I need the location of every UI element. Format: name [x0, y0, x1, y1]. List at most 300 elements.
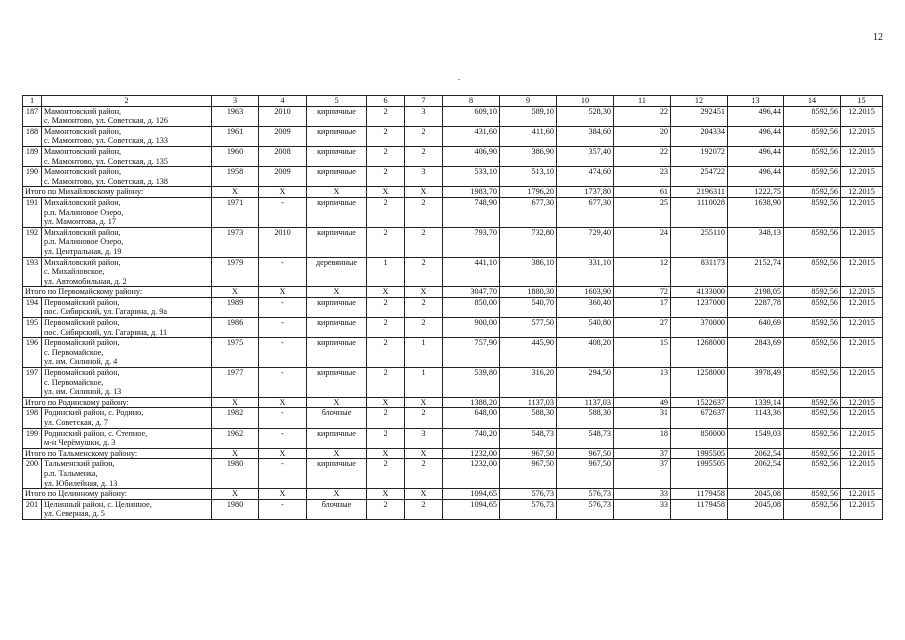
cell-c6: 2 — [367, 408, 405, 428]
cell-c9: 1880,30 — [500, 287, 557, 298]
column-number: 14 — [784, 96, 841, 107]
cell-c3: X — [212, 489, 259, 500]
cell-c12: 254722 — [671, 167, 728, 187]
cell-c3: X — [212, 187, 259, 198]
cell-c14: 8592,56 — [784, 338, 841, 368]
cell-c12: 672637 — [671, 408, 728, 428]
cell-c13: 2843,69 — [728, 338, 784, 368]
cell-c13: 2152,74 — [728, 257, 784, 287]
cell-c11: 15 — [614, 338, 671, 368]
cell-c9: 386,10 — [500, 257, 557, 287]
cell-c15: 12.2015 — [841, 167, 883, 187]
cell-c12: 1110028 — [671, 197, 728, 227]
district-total-row — [23, 187, 883, 198]
cell-c8: 850,00 — [443, 297, 500, 317]
address-cell — [42, 257, 212, 287]
row-number: 193 — [23, 257, 42, 287]
address-line: с. Михайловское, — [44, 267, 105, 277]
cell-c9: 411,60 — [500, 126, 557, 146]
cell-c4: 2009 — [259, 167, 307, 187]
cell-c5: X — [307, 287, 367, 298]
cell-c14: 8592,56 — [784, 297, 841, 317]
cell-c5: блочные — [307, 499, 367, 519]
cell-c10: 408,20 — [557, 338, 614, 368]
cell-c7: 2 — [405, 227, 443, 257]
cell-c8: 539,80 — [443, 368, 500, 398]
cell-c11: 33 — [614, 489, 671, 500]
cell-c12: 1179458 — [671, 499, 728, 519]
cell-c14: 8592,56 — [784, 167, 841, 187]
cell-c9: 967,50 — [500, 448, 557, 459]
cell-c9: 732,80 — [500, 227, 557, 257]
cell-c14: 8592,56 — [784, 368, 841, 398]
table-row — [23, 227, 883, 257]
address-line: р.п. Тальменка, — [44, 468, 98, 478]
cell-c4: 2010 — [259, 106, 307, 126]
district-total-row — [23, 448, 883, 459]
address-cell — [42, 499, 212, 519]
cell-c9: 445,90 — [500, 338, 557, 368]
cell-c5: кирпичные — [307, 368, 367, 398]
cell-c12: 4133000 — [671, 287, 728, 298]
address-line: м-н Черёмушки, д. 3 — [44, 438, 116, 448]
address-line: Мамонтовский район, — [44, 106, 122, 116]
cell-c7: 3 — [405, 428, 443, 448]
cell-c5: кирпичные — [307, 106, 367, 126]
cell-c13: 2198,05 — [728, 287, 784, 298]
cell-c14: 8592,56 — [784, 227, 841, 257]
cell-c9: 577,50 — [500, 318, 557, 338]
cell-c9: 513,10 — [500, 167, 557, 187]
table-row — [23, 106, 883, 126]
cell-c3: X — [212, 287, 259, 298]
cell-c5: деревянные — [307, 257, 367, 287]
column-number: 10 — [557, 96, 614, 107]
cell-c6: X — [367, 187, 405, 198]
district-total-row — [23, 489, 883, 500]
cell-c14: 8592,56 — [784, 489, 841, 500]
address-line: с. Мамонтово, ул. Советская, д. 133 — [44, 136, 168, 146]
cell-c13: 2287,78 — [728, 297, 784, 317]
cell-c11: 20 — [614, 126, 671, 146]
cell-c3: 1979 — [212, 257, 259, 287]
row-number: 192 — [23, 227, 42, 257]
cell-c7: 1 — [405, 368, 443, 398]
cell-c5: X — [307, 187, 367, 198]
cell-c9: 1796,20 — [500, 187, 557, 198]
cell-c5: X — [307, 397, 367, 408]
cell-c13: 496,44 — [728, 167, 784, 187]
column-number: 4 — [259, 96, 307, 107]
row-number: 201 — [23, 499, 42, 519]
row-number: 191 — [23, 197, 42, 227]
cell-c7: 1 — [405, 338, 443, 368]
scan-speck — [458, 79, 460, 80]
cell-c10: 357,40 — [557, 146, 614, 166]
cell-c11: 18 — [614, 428, 671, 448]
table-row — [23, 146, 883, 166]
cell-c9: 316,20 — [500, 368, 557, 398]
district-total-label: Итого по Михайловскому району: — [23, 187, 212, 198]
cell-c9: 967,50 — [500, 459, 557, 489]
cell-c14: 8592,56 — [784, 448, 841, 459]
table-row — [23, 126, 883, 146]
cell-c10: 331,10 — [557, 257, 614, 287]
cell-c9: 548,73 — [500, 428, 557, 448]
cell-c14: 8592,56 — [784, 499, 841, 519]
cell-c15: 12.2015 — [841, 397, 883, 408]
address-cell — [42, 167, 212, 187]
address-line: ул. Мамонтова, д. 17 — [44, 217, 116, 227]
cell-c4: - — [259, 499, 307, 519]
cell-c13: 2062,54 — [728, 459, 784, 489]
cell-c10: 528,30 — [557, 106, 614, 126]
cell-c13: 3978,49 — [728, 368, 784, 398]
cell-c4: - — [259, 318, 307, 338]
address-line: ул. им. Силиной, д. 13 — [44, 387, 122, 397]
cell-c12: 1995505 — [671, 459, 728, 489]
cell-c5: кирпичные — [307, 167, 367, 187]
cell-c14: 8592,56 — [784, 318, 841, 338]
cell-c3: 1960 — [212, 146, 259, 166]
cell-c6: 1 — [367, 257, 405, 287]
cell-c6: 2 — [367, 227, 405, 257]
cell-c8: 431,60 — [443, 126, 500, 146]
cell-c3: X — [212, 448, 259, 459]
cell-c6: 2 — [367, 146, 405, 166]
row-number: 190 — [23, 167, 42, 187]
cell-c4: - — [259, 338, 307, 368]
district-total-label: Итого по Родинскому району: — [23, 397, 212, 408]
address-cell — [42, 146, 212, 166]
cell-c11: 22 — [614, 106, 671, 126]
cell-c11: 49 — [614, 397, 671, 408]
address-cell — [42, 368, 212, 398]
cell-c15: 12.2015 — [841, 106, 883, 126]
cell-c8: 1983,70 — [443, 187, 500, 198]
cell-c7: 2 — [405, 126, 443, 146]
cell-c10: 1603,90 — [557, 287, 614, 298]
cell-c8: 441,10 — [443, 257, 500, 287]
cell-c14: 8592,56 — [784, 397, 841, 408]
cell-c10: 1137,03 — [557, 397, 614, 408]
cell-c12: 1237000 — [671, 297, 728, 317]
column-number: 11 — [614, 96, 671, 107]
cell-c14: 8592,56 — [784, 106, 841, 126]
cell-c6: 2 — [367, 499, 405, 519]
cell-c13: 496,44 — [728, 146, 784, 166]
cell-c9: 386,90 — [500, 146, 557, 166]
cell-c11: 37 — [614, 459, 671, 489]
cell-c14: 8592,56 — [784, 146, 841, 166]
cell-c9: 576,73 — [500, 499, 557, 519]
cell-c5: кирпичные — [307, 146, 367, 166]
cell-c6: X — [367, 489, 405, 500]
address-line: Михайловский район, — [44, 197, 121, 207]
address-line: Мамонтовский район, — [44, 126, 122, 136]
cell-c10: 967,50 — [557, 459, 614, 489]
column-number: 8 — [443, 96, 500, 107]
cell-c12: 204334 — [671, 126, 728, 146]
cell-c12: 1268000 — [671, 338, 728, 368]
cell-c10: 576,73 — [557, 499, 614, 519]
cell-c11: 27 — [614, 318, 671, 338]
cell-c8: 793,70 — [443, 227, 500, 257]
cell-c13: 496,44 — [728, 106, 784, 126]
cell-c5: кирпичные — [307, 297, 367, 317]
cell-c7: X — [405, 448, 443, 459]
cell-c14: 8592,56 — [784, 428, 841, 448]
cell-c12: 850000 — [671, 428, 728, 448]
cell-c5: кирпичные — [307, 318, 367, 338]
cell-c5: блочные — [307, 408, 367, 428]
cell-c8: 406,90 — [443, 146, 500, 166]
cell-c13: 1638,90 — [728, 197, 784, 227]
cell-c12: 1995505 — [671, 448, 728, 459]
district-total-row — [23, 397, 883, 408]
address-line: Тальменский район, — [44, 459, 115, 469]
column-number-header — [23, 96, 883, 107]
address-line: пос. Сибирский, ул. Гагарина, д. 11 — [44, 327, 168, 337]
cell-c7: 2 — [405, 257, 443, 287]
address-line: Родинский район, с. Родино, — [44, 408, 144, 418]
cell-c9: 1137,03 — [500, 397, 557, 408]
cell-c4: 2008 — [259, 146, 307, 166]
address-cell — [42, 227, 212, 257]
address-cell — [42, 459, 212, 489]
cell-c12: 255110 — [671, 227, 728, 257]
table-row — [23, 257, 883, 287]
cell-c11: 24 — [614, 227, 671, 257]
address-cell — [42, 106, 212, 126]
cell-c6: 2 — [367, 368, 405, 398]
cell-c15: 12.2015 — [841, 459, 883, 489]
cell-c6: X — [367, 448, 405, 459]
cell-c7: X — [405, 287, 443, 298]
address-line: Михайловский район, — [44, 257, 121, 267]
cell-c15: 12.2015 — [841, 297, 883, 317]
cell-c11: 12 — [614, 257, 671, 287]
address-line: с. Мамонтово, ул. Советская, д. 135 — [44, 156, 168, 166]
cell-c12: 1179458 — [671, 489, 728, 500]
cell-c13: 348,13 — [728, 227, 784, 257]
cell-c4: X — [259, 397, 307, 408]
cell-c15: 12.2015 — [841, 257, 883, 287]
cell-c3: X — [212, 397, 259, 408]
cell-c4: X — [259, 489, 307, 500]
address-line: с. Первомайское, — [44, 347, 104, 357]
cell-c8: 1094,65 — [443, 489, 500, 500]
cell-c7: X — [405, 397, 443, 408]
row-number: 187 — [23, 106, 42, 126]
address-line: Первомайский район, — [44, 368, 120, 378]
cell-c15: 12.2015 — [841, 146, 883, 166]
table-row — [23, 459, 883, 489]
cell-c9: 589,10 — [500, 106, 557, 126]
address-cell — [42, 126, 212, 146]
cell-c10: 1737,80 — [557, 187, 614, 198]
cell-c5: кирпичные — [307, 126, 367, 146]
cell-c11: 17 — [614, 297, 671, 317]
cell-c7: 2 — [405, 499, 443, 519]
cell-c3: 1961 — [212, 126, 259, 146]
address-line: Михайловский район, — [44, 227, 121, 237]
cell-c8: 900,00 — [443, 318, 500, 338]
cell-c6: 2 — [367, 318, 405, 338]
district-total-label: Итого по Тальменскому району: — [23, 448, 212, 459]
cell-c15: 12.2015 — [841, 428, 883, 448]
cell-c4: - — [259, 408, 307, 428]
address-line: ул. Советская, д. 7 — [44, 418, 108, 427]
cell-c10: 677,30 — [557, 197, 614, 227]
cell-c3: 1963 — [212, 106, 259, 126]
cell-c10: 588,30 — [557, 408, 614, 428]
cell-c11: 25 — [614, 197, 671, 227]
cell-c13: 496,44 — [728, 126, 784, 146]
cell-c14: 8592,56 — [784, 408, 841, 428]
cell-c6: 2 — [367, 106, 405, 126]
address-line: ул. Автомобильная, д. 2 — [44, 276, 127, 286]
cell-c4: - — [259, 368, 307, 398]
cell-c13: 1339,14 — [728, 397, 784, 408]
cell-c6: 2 — [367, 297, 405, 317]
cell-c4: - — [259, 428, 307, 448]
address-line: Мамонтовский район, — [44, 146, 122, 156]
cell-c3: 1971 — [212, 197, 259, 227]
cell-c4: X — [259, 287, 307, 298]
address-line: р.п. Малиновое Озеро, — [44, 207, 124, 217]
cell-c6: 2 — [367, 338, 405, 368]
column-number: 6 — [367, 96, 405, 107]
cell-c10: 576,73 — [557, 489, 614, 500]
cell-c13: 2045,08 — [728, 499, 784, 519]
address-cell — [42, 318, 212, 338]
cell-c7: 2 — [405, 408, 443, 428]
cell-c7: 2 — [405, 297, 443, 317]
table-row — [23, 408, 883, 428]
cell-c8: 1094,65 — [443, 499, 500, 519]
address-line: ул. Юбилейная, д. 13 — [44, 478, 118, 488]
address-line: Первомайский район, — [44, 297, 120, 307]
row-number: 198 — [23, 408, 42, 428]
cell-c3: 1962 — [212, 428, 259, 448]
district-total-label: Итого по Первомайскому району: — [23, 287, 212, 298]
row-number: 189 — [23, 146, 42, 166]
address-cell — [42, 338, 212, 368]
cell-c13: 1549,03 — [728, 428, 784, 448]
cell-c12: 1522637 — [671, 397, 728, 408]
column-number: 7 — [405, 96, 443, 107]
cell-c5: кирпичные — [307, 428, 367, 448]
cell-c10: 384,60 — [557, 126, 614, 146]
column-number: 12 — [671, 96, 728, 107]
address-line: ул. им. Силиной, д. 4 — [44, 357, 118, 367]
cell-c10: 474,60 — [557, 167, 614, 187]
table-row — [23, 338, 883, 368]
cell-c13: 1222,75 — [728, 187, 784, 198]
housing-register-table — [22, 95, 883, 520]
cell-c3: 1973 — [212, 227, 259, 257]
cell-c11: 33 — [614, 499, 671, 519]
cell-c5: X — [307, 448, 367, 459]
cell-c12: 192072 — [671, 146, 728, 166]
cell-c10: 294,50 — [557, 368, 614, 398]
cell-c12: 292451 — [671, 106, 728, 126]
address-line: ул. Северная, д. 5 — [44, 509, 105, 519]
column-number: 1 — [23, 96, 42, 107]
column-number: 15 — [841, 96, 883, 107]
cell-c6: X — [367, 287, 405, 298]
address-cell — [42, 408, 212, 428]
column-number: 5 — [307, 96, 367, 107]
row-number: 199 — [23, 428, 42, 448]
cell-c5: кирпичные — [307, 227, 367, 257]
cell-c15: 12.2015 — [841, 197, 883, 227]
address-line: Целинный район, с. Целинное, — [44, 499, 152, 509]
cell-c11: 61 — [614, 187, 671, 198]
cell-c13: 1143,36 — [728, 408, 784, 428]
cell-c8: 1232,00 — [443, 459, 500, 489]
cell-c4: 2010 — [259, 227, 307, 257]
cell-c9: 576,73 — [500, 489, 557, 500]
table-row — [23, 197, 883, 227]
address-line: пос. Сибирский, ул. Гагарина, д. 9а — [44, 307, 167, 317]
row-number: 196 — [23, 338, 42, 368]
cell-c5: кирпичные — [307, 459, 367, 489]
cell-c10: 967,50 — [557, 448, 614, 459]
table-row — [23, 499, 883, 519]
cell-c7: 3 — [405, 167, 443, 187]
cell-c10: 548,73 — [557, 428, 614, 448]
address-line: Мамонтовский район, — [44, 167, 122, 177]
table-row — [23, 318, 883, 338]
cell-c15: 12.2015 — [841, 338, 883, 368]
district-total-label: Итого по Целинному району: — [23, 489, 212, 500]
cell-c8: 1388,20 — [443, 397, 500, 408]
address-line: с. Мамонтово, ул. Советская, д. 126 — [44, 116, 168, 126]
address-line: ул. Центральная, д. 19 — [44, 246, 122, 256]
cell-c8: 3047,70 — [443, 287, 500, 298]
cell-c15: 12.2015 — [841, 499, 883, 519]
cell-c7: 2 — [405, 318, 443, 338]
table-row — [23, 167, 883, 187]
cell-c5: X — [307, 489, 367, 500]
cell-c12: 2196311 — [671, 187, 728, 198]
cell-c4: - — [259, 297, 307, 317]
cell-c14: 8592,56 — [784, 257, 841, 287]
cell-c15: 12.2015 — [841, 448, 883, 459]
cell-c15: 12.2015 — [841, 187, 883, 198]
cell-c6: X — [367, 397, 405, 408]
cell-c4: X — [259, 187, 307, 198]
address-line: Первомайский район, — [44, 318, 120, 328]
cell-c13: 640,69 — [728, 318, 784, 338]
cell-c6: 2 — [367, 428, 405, 448]
cell-c14: 8592,56 — [784, 126, 841, 146]
cell-c11: 22 — [614, 146, 671, 166]
address-cell — [42, 428, 212, 448]
cell-c9: 540,70 — [500, 297, 557, 317]
cell-c15: 12.2015 — [841, 287, 883, 298]
cell-c14: 8592,56 — [784, 459, 841, 489]
table-row — [23, 368, 883, 398]
cell-c3: 1986 — [212, 318, 259, 338]
cell-c9: 588,30 — [500, 408, 557, 428]
cell-c4: - — [259, 257, 307, 287]
row-number: 194 — [23, 297, 42, 317]
cell-c4: 2009 — [259, 126, 307, 146]
cell-c12: 370000 — [671, 318, 728, 338]
